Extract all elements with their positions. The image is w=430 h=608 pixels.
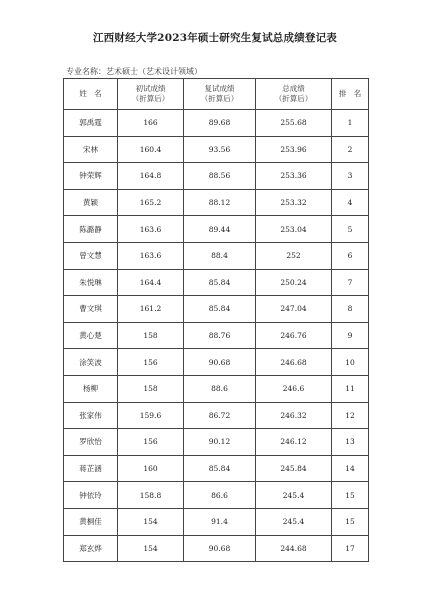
header-retest-score <box>184 79 256 110</box>
table-row <box>64 216 369 243</box>
cell-total: 253.36 <box>256 163 332 190</box>
cell-initial: 164.8 <box>118 163 184 190</box>
table-row <box>64 375 369 402</box>
cell-retest: 88.76 <box>184 322 256 349</box>
cell-total: 250.24 <box>256 269 332 296</box>
cell-retest: 85.84 <box>184 455 256 482</box>
table-row <box>64 163 369 190</box>
cell-name: 黄心楚 <box>64 322 118 349</box>
cell-rank: 12 <box>332 402 369 429</box>
cell-name: 钟依玲 <box>64 482 118 509</box>
cell-name: 郭禹霆 <box>64 110 118 137</box>
cell-initial: 159.6 <box>118 402 184 429</box>
cell-total: 246.12 <box>256 429 332 456</box>
cell-name: 张家伟 <box>64 402 118 429</box>
cell-total: 244.68 <box>256 535 332 562</box>
header-initial-line1: 初试成绩 <box>135 84 166 93</box>
table-row <box>64 242 369 269</box>
cell-retest: 88.4 <box>184 242 256 269</box>
table-row <box>64 136 369 163</box>
table-row <box>64 322 369 349</box>
table-body <box>64 110 369 562</box>
header-rank <box>332 79 369 110</box>
header-total-line1: 总成绩 <box>282 84 305 93</box>
table-header <box>64 79 369 110</box>
cell-total: 246.32 <box>256 402 332 429</box>
cell-total: 246.6 <box>256 375 332 402</box>
cell-retest: 90.68 <box>184 349 256 376</box>
cell-rank: 7 <box>332 269 369 296</box>
cell-rank: 11 <box>332 375 369 402</box>
cell-initial: 160.4 <box>118 136 184 163</box>
cell-rank: 1 <box>332 110 369 137</box>
cell-rank: 2 <box>332 136 369 163</box>
cell-initial: 154 <box>118 535 184 562</box>
table-row <box>64 402 369 429</box>
cell-initial: 156 <box>118 349 184 376</box>
cell-rank: 15 <box>332 508 369 535</box>
header-total-score <box>256 79 332 110</box>
cell-initial: 158 <box>118 375 184 402</box>
cell-name: 曹文琪 <box>64 296 118 323</box>
cell-rank: 15 <box>332 482 369 509</box>
cell-retest: 88.56 <box>184 163 256 190</box>
cell-rank: 10 <box>332 349 369 376</box>
cell-retest: 86.72 <box>184 402 256 429</box>
cell-retest: 85.84 <box>184 296 256 323</box>
header-retest-line1: 复试成绩 <box>204 84 235 93</box>
cell-initial: 158 <box>118 322 184 349</box>
table-row <box>64 482 369 509</box>
header-initial-line2: （折算后） <box>131 94 170 103</box>
cell-name: 涂笑波 <box>64 349 118 376</box>
cell-retest: 89.44 <box>184 216 256 243</box>
cell-total: 253.32 <box>256 189 332 216</box>
cell-total: 252 <box>256 242 332 269</box>
cell-rank: 5 <box>332 216 369 243</box>
cell-rank: 13 <box>332 429 369 456</box>
table-row <box>64 429 369 456</box>
cell-initial: 166 <box>118 110 184 137</box>
cell-name: 黄桐佳 <box>64 508 118 535</box>
table-row <box>64 296 369 323</box>
cell-rank: 6 <box>332 242 369 269</box>
table-row <box>64 455 369 482</box>
cell-retest: 88.6 <box>184 375 256 402</box>
header-initial-score <box>118 79 184 110</box>
header-rank-label: 排 名 <box>338 89 362 98</box>
cell-name: 杨柳 <box>64 375 118 402</box>
cell-name: 钟荣辉 <box>64 163 118 190</box>
cell-retest: 89.68 <box>184 110 256 137</box>
cell-rank: 3 <box>332 163 369 190</box>
cell-initial: 163.6 <box>118 216 184 243</box>
document-title: 江西财经大学2023年硕士研究生复试总成绩登记表 <box>92 32 338 44</box>
header-retest-line2: （折算后） <box>200 94 239 103</box>
cell-total: 245.84 <box>256 455 332 482</box>
cell-initial: 161.2 <box>118 296 184 323</box>
cell-retest: 88.12 <box>184 189 256 216</box>
cell-retest: 91.4 <box>184 508 256 535</box>
header-name <box>64 79 118 110</box>
cell-initial: 156 <box>118 429 184 456</box>
cell-total: 245.4 <box>256 508 332 535</box>
header-row <box>64 79 369 110</box>
cell-name: 宋林 <box>64 136 118 163</box>
cell-retest: 90.68 <box>184 535 256 562</box>
cell-total: 246.68 <box>256 349 332 376</box>
cell-name: 黄颖 <box>64 189 118 216</box>
major-name: 专业名称：艺术硕士（艺术设计领域） <box>66 67 202 76</box>
cell-name: 曾文慧 <box>64 242 118 269</box>
table-row <box>64 110 369 137</box>
score-table <box>63 78 369 562</box>
cell-rank: 9 <box>332 322 369 349</box>
cell-total: 246.76 <box>256 322 332 349</box>
cell-name: 陈潞静 <box>64 216 118 243</box>
cell-total: 245.4 <box>256 482 332 509</box>
cell-retest: 85.84 <box>184 269 256 296</box>
table-row <box>64 269 369 296</box>
cell-initial: 163.6 <box>118 242 184 269</box>
cell-initial: 165.2 <box>118 189 184 216</box>
cell-rank: 8 <box>332 296 369 323</box>
table-row <box>64 189 369 216</box>
cell-retest: 90.12 <box>184 429 256 456</box>
cell-total: 247.04 <box>256 296 332 323</box>
cell-retest: 86.6 <box>184 482 256 509</box>
cell-total: 253.04 <box>256 216 332 243</box>
cell-name: 罗欣怡 <box>64 429 118 456</box>
cell-total: 255.68 <box>256 110 332 137</box>
header-name-label: 姓 名 <box>79 89 102 98</box>
table-row <box>64 535 369 562</box>
cell-rank: 17 <box>332 535 369 562</box>
cell-initial: 158.8 <box>118 482 184 509</box>
cell-initial: 154 <box>118 508 184 535</box>
cell-retest: 93.56 <box>184 136 256 163</box>
table-row <box>64 508 369 535</box>
cell-initial: 160 <box>118 455 184 482</box>
cell-rank: 4 <box>332 189 369 216</box>
cell-total: 253.96 <box>256 136 332 163</box>
cell-name: 朱悦琳 <box>64 269 118 296</box>
cell-rank: 14 <box>332 455 369 482</box>
cell-initial: 164.4 <box>118 269 184 296</box>
header-total-line2: （折算后） <box>274 94 313 103</box>
cell-name: 蒋芷涵 <box>64 455 118 482</box>
table-row <box>64 349 369 376</box>
cell-name: 郑玄烨 <box>64 535 118 562</box>
